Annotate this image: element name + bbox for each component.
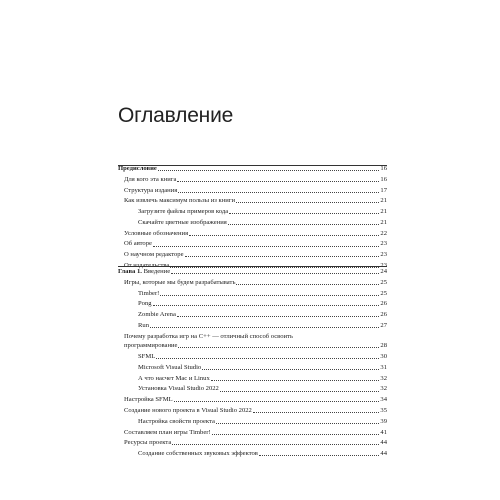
toc-entry-label: Игры, которые мы будем разрабатывать: [124, 278, 236, 286]
toc-entry-label: Для кого эта книга: [124, 175, 177, 183]
toc-dot-leader: [229, 213, 379, 214]
toc-entry-label: Создание собственных звуковых эффектов: [138, 450, 258, 458]
page-title: Оглавление: [118, 104, 234, 127]
toc-entry-label: Ресурсы проекта: [124, 439, 172, 447]
toc-dot-leader: [160, 295, 379, 296]
toc-entry-label-line1: Почему разработка игр на С++ — отличный способ освоить: [124, 332, 293, 340]
toc-entry-page: 21: [380, 208, 387, 216]
toc-entry-page: 16: [380, 175, 387, 183]
toc-entry-label: Условные обозначения: [124, 229, 189, 237]
toc-entry[interactable]: [118, 198, 387, 205]
toc-entry-page: 35: [380, 406, 387, 414]
toc-dot-leader: [170, 267, 379, 268]
toc-entry-page: 21: [380, 218, 387, 226]
toc-dot-leader: [178, 347, 379, 348]
toc-entry-label: Загрузите файлы примеров кода: [138, 208, 229, 216]
toc-entry-page: 30: [380, 353, 387, 361]
toc-dot-leader: [174, 401, 380, 402]
toc-entry-page: 26: [380, 311, 387, 319]
toc-entry-page: 23: [380, 262, 387, 270]
toc-entry-label: [118, 269, 170, 276]
toc-dot-leader: [177, 181, 379, 182]
toc-dot-leader: [236, 284, 379, 285]
toc-entry-page: 16: [380, 165, 387, 172]
toc-entry[interactable]: [118, 177, 387, 184]
toc-entry-page: 44: [380, 450, 387, 458]
toc-entry-page: 25: [380, 278, 387, 286]
toc-chapter1-section: [118, 269, 387, 462]
toc-entry-label-line2-row: [118, 343, 387, 350]
toc-dot-leader: [259, 455, 380, 456]
toc-entry-label: Pong: [138, 300, 152, 308]
toc-entry[interactable]: [118, 280, 387, 287]
toc-dot-leader: [158, 170, 380, 171]
toc-entry[interactable]: [118, 397, 387, 404]
toc-entry-page: 26: [380, 300, 387, 308]
toc-entry-label: Установка Visual Studio 2022: [138, 385, 219, 393]
toc-entry-page: 28: [380, 342, 387, 350]
toc-entry[interactable]: [118, 166, 387, 173]
toc-entry[interactable]: [118, 323, 387, 330]
toc-entry[interactable]: [118, 291, 387, 298]
toc-dot-leader: [228, 224, 380, 225]
toc-entry[interactable]: [118, 376, 387, 383]
toc-dot-leader: [202, 369, 379, 370]
toc-entry-chapter-heading[interactable]: [118, 269, 387, 276]
toc-entry-label: Как извлечь максимум пользы из книги: [124, 197, 236, 205]
toc-entry[interactable]: [118, 365, 387, 372]
toc-entry-page: 41: [380, 428, 387, 436]
toc-entry-label: Zombie Arena: [138, 311, 176, 319]
toc-entry-label: Структура издания: [124, 186, 178, 194]
toc-entry-page: 23: [380, 251, 387, 259]
toc-dot-leader: [189, 235, 379, 236]
toc-entry-label: Об авторе: [124, 240, 152, 248]
toc-entry[interactable]: [118, 209, 387, 216]
toc-entry[interactable]: [118, 419, 387, 426]
toc-entry-label: О научном редакторе: [124, 251, 184, 259]
toc-entry-label: SFML: [138, 353, 156, 361]
toc-entry[interactable]: [118, 408, 387, 415]
toc-dot-leader: [156, 358, 379, 359]
toc-entry[interactable]: [118, 252, 387, 259]
toc-entry-page: 39: [380, 417, 387, 425]
toc-entry-page: 32: [380, 374, 387, 382]
toc-entry-label: Предисловие: [118, 165, 157, 172]
toc-entry[interactable]: [118, 354, 387, 361]
toc-entry[interactable]: [118, 312, 387, 319]
toc-dot-leader: [172, 444, 379, 445]
toc-entry-page: 27: [380, 321, 387, 329]
toc-entry-page: 25: [380, 289, 387, 297]
toc-entry[interactable]: [118, 241, 387, 248]
toc-entry[interactable]: [118, 386, 387, 393]
toc-entry-label: Настройка SFML: [124, 396, 173, 404]
toc-entry[interactable]: [118, 220, 387, 227]
toc-entry-label: Run: [138, 321, 149, 329]
toc-dot-leader: [236, 202, 379, 203]
toc-entry-label: Microsoft Visual Studio: [138, 363, 202, 371]
toc-entry-page: 23: [380, 240, 387, 248]
toc-entry[interactable]: [118, 188, 387, 195]
toc-entry-label: Составляем план игры Timber!: [124, 428, 211, 436]
toc-dot-leader: [211, 380, 380, 381]
toc-dot-leader: [153, 305, 380, 306]
chapter-prefix: Глава 1.: [118, 268, 142, 275]
toc-entry-page: 24: [380, 268, 387, 275]
toc-entry-page: 17: [380, 186, 387, 194]
toc-entry-page: 32: [380, 385, 387, 393]
toc-dot-leader: [150, 327, 379, 328]
toc-entry-label-line2: программирование: [124, 342, 178, 350]
toc-entry-label: Настройка свойств проекта: [138, 417, 215, 425]
toc-entry-multiline[interactable]: [118, 334, 387, 350]
toc-entry-page: 31: [380, 363, 387, 371]
toc-entry[interactable]: [118, 430, 387, 437]
toc-dot-leader: [171, 273, 379, 274]
toc-entry[interactable]: [118, 231, 387, 238]
toc-dot-leader: [253, 412, 380, 413]
toc-entry-label: А что насчет Mac и Linux: [138, 374, 210, 382]
toc-dot-leader: [177, 316, 380, 317]
toc-entry-page: 22: [380, 229, 387, 237]
toc-dot-leader: [178, 192, 379, 193]
toc-dot-leader: [153, 246, 379, 247]
toc-chapter-rule: [118, 266, 387, 267]
toc-entry-label: Создание нового проекта в Visual Studio 2022: [124, 406, 252, 414]
toc-dot-leader: [216, 423, 380, 424]
toc-entry-label: От издательства: [124, 262, 170, 270]
toc-entry[interactable]: [118, 301, 387, 308]
toc-preface-section: [118, 166, 387, 274]
toc-entry-page: 34: [380, 396, 387, 404]
toc-entry[interactable]: [118, 451, 387, 458]
toc-dot-leader: [220, 391, 380, 392]
toc-entry-page: 44: [380, 439, 387, 447]
toc-dot-leader: [185, 256, 380, 257]
toc-entry[interactable]: [118, 440, 387, 447]
chapter-title: Введение: [143, 268, 171, 275]
toc-entry-label: Timber!: [138, 289, 160, 297]
toc-entry-page: 21: [380, 197, 387, 205]
toc-dot-leader: [212, 434, 380, 435]
toc-entry-label: Скачайте цветные изображения: [138, 218, 227, 226]
